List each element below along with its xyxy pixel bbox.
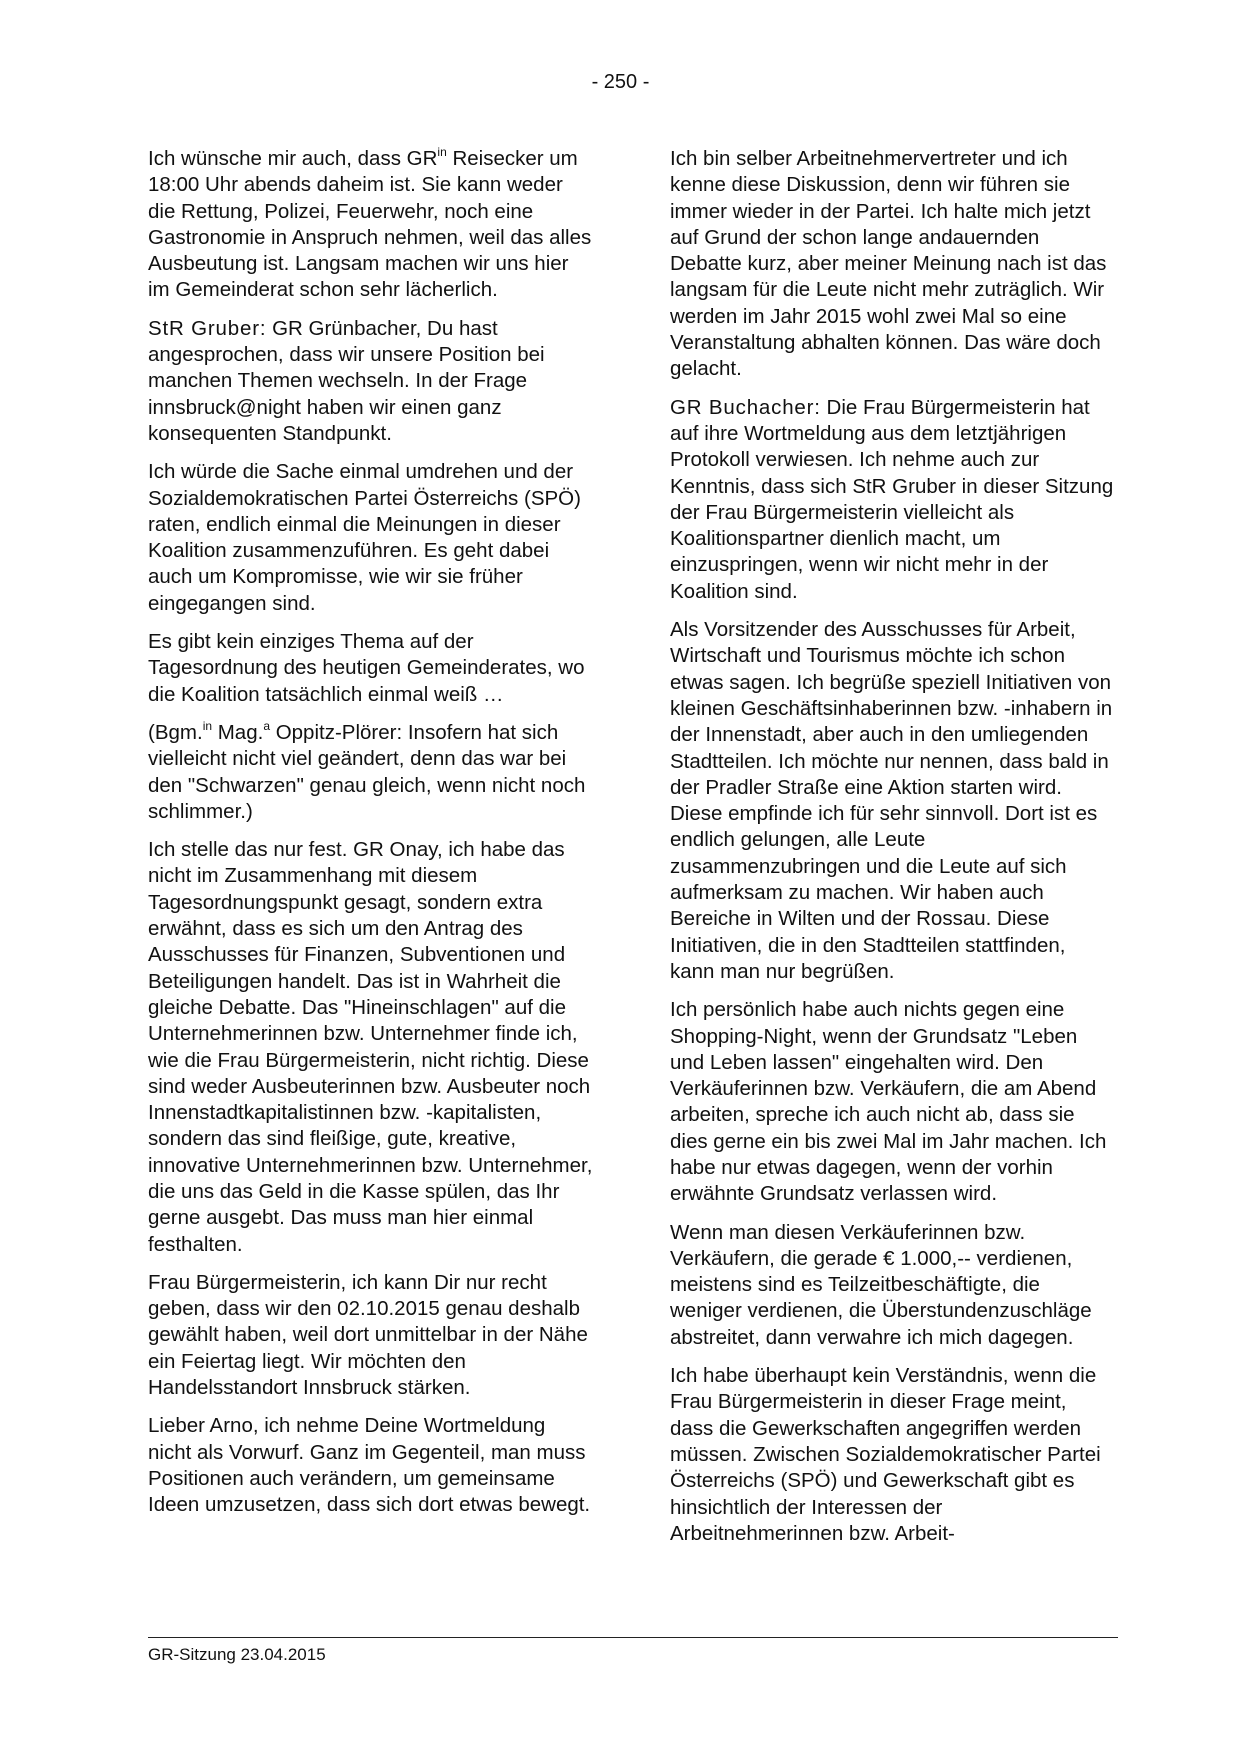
left-column — [148, 146, 593, 1531]
superscript: in — [202, 718, 213, 733]
right-column — [670, 146, 1115, 1559]
text-run: Oppitz-Plörer: Insofern hat sich vielleicht nicht viel geändert, denn das war bei den "Schwarzen" genau gleich, wenn nicht noch schlimmer.) — [148, 720, 586, 823]
superscript: a — [263, 718, 270, 733]
interjection-paragraph — [148, 720, 593, 825]
paragraph — [148, 316, 593, 447]
paragraph — [148, 146, 593, 304]
superscript: in — [437, 145, 447, 159]
text-run: Reisecker um 18:00 Uhr abends daheim ist. Sie kann weder die Rettung, Polizei, Feuerwehr, noch eine Gastronomie in Anspruch nehmen, weil das alles Ausbeutung ist. Langsam machen wir uns hier im Gemeinderat schon sehr lächerlich. — [148, 147, 592, 302]
text-run: Ich wünsche mir auch, dass GR — [148, 147, 438, 170]
paragraph: Ich bin selber Arbeitnehmervertreter und ich kenne diese Diskussion, denn wir führen sie immer wieder in der Partei. Ich halte mich jetzt auf Grund der schon lange andauernden Debatte kurz, aber meiner Meinung nach ist das langsam für die Leute nicht mehr zuträglich. Wir werden im Jahr 2015 wohl zwei Mal so eine Veranstaltung abhalten können. Das wäre doch gelacht. — [670, 147, 1107, 381]
speaker-name: GR Buchacher: — [670, 395, 821, 419]
paragraph: Ich habe überhaupt kein Verständnis, wenn die Frau Bürgermeisterin in dieser Frage meint, dass die Gewerkschaften angegriffen werden müssen. Zwischen Sozialdemokratischer Partei Österreichs (SPÖ) und Gewerkschaft gibt es hinsichtlich der Interessen der Arbeitnehmerinnen bzw. Arbeit- — [670, 1364, 1101, 1545]
page-number: - 250 - — [591, 71, 650, 93]
paragraph: Wenn man diesen Verkäuferinnen bzw. Verkäufern, die gerade € 1.000,-- verdienen, meistens sind es Teilzeitbeschäftigte, die weniger verdienen, die Überstundenzuschläge abstreitet, dann verwahre ich mich dagegen. — [670, 1220, 1092, 1349]
paragraph: Ich persönlich habe auch nichts gegen eine Shopping-Night, wenn der Grundsatz "Leben und Leben lassen" eingehalten wird. Den Verkäuferinnen bzw. Verkäufern, die am Abend arbeiten, spreche ich auch nicht ab, dass sie dies gerne ein bis zwei Mal im Jahr machen. Ich habe nur etwas dagegen, wenn der vorhin erwähnte Grundsatz verlassen wird. — [670, 998, 1107, 1206]
text-run: Die Frau Bürgermeisterin hat auf ihre Wortmeldung aus dem letztjährigen Protokoll verwiesen. Ich nehme auch zur Kenntnis, dass sich StR Gruber in dieser Sitzung der Frau Bürgermeisterin vielleicht als Koalitionspartner dienlich macht, um einzuspringen, wenn wir nicht mehr in der Koalition sind. — [670, 395, 1114, 603]
paragraph: Ich würde die Sache einmal umdrehen und der Sozialdemokratischen Partei Österreichs (SPÖ) raten, endlich einmal die Meinungen in dieser Koalition zusammenzuführen. Es geht dabei auch um Kompromisse, wie wir sie früher eingegangen sind. — [148, 460, 581, 615]
paragraph: Als Vorsitzender des Ausschusses für Arbeit, Wirtschaft und Tourismus möchte ich schon etwas sagen. Ich begrüße speziell Initiativen von kleinen Geschäftsinhaberinnen bzw. -inhabern in der Innenstadt, aber auch in den umliegenden Stadtteilen. Ich möchte nur nennen, dass bald in der Pradler Straße eine Aktion starten wird. Diese empfinde ich für sehr sinnvoll. Dort ist es endlich gelungen, alle Leute zusammenzubringen und die Leute auf sich aufmerksam zu machen. Wir haben auch Bereiche in Wilten und der Rossau. Diese Initiativen, die in den Stadtteilen stattfinden, kann man nur begrüßen. — [670, 618, 1113, 983]
paragraph: Es gibt kein einziges Thema auf der Tagesordnung des heutigen Gemeinderates, wo die Koalition tatsächlich einmal weiß … — [148, 630, 585, 706]
footer-text: GR-Sitzung 23.04.2015 — [148, 1645, 326, 1664]
text-run: GR Grünbacher, Du hast angesprochen, dass wir unsere Position bei manchen Themen wechseln. In der Frage innsbruck@night haben wir einen ganz konsequenten Standpunkt. — [148, 316, 545, 445]
text-run: (Bgm. — [148, 720, 203, 744]
paragraph — [670, 395, 1115, 605]
paragraph: Frau Bürgermeisterin, ich kann Dir nur recht geben, dass wir den 02.10.2015 genau deshalb gewählt haben, weil dort unmittelbar in der Nähe ein Feiertag liegt. Wir möchten den Handelsstandort Innsbruck stärken. — [148, 1270, 588, 1400]
speaker-name: StR Gruber: — [148, 316, 267, 340]
paragraph: Lieber Arno, ich nehme Deine Wortmeldung nicht als Vorwurf. Ganz im Gegenteil, man muss Positionen auch verändern, um gemeinsame Ideen umzusetzen, dass sich dort etwas bewegt. — [148, 1414, 591, 1517]
paragraph: Ich stelle das nur fest. GR Onay, ich habe das nicht im Zusammenhang mit diesem Tagesordnungspunkt gesagt, sondern extra erwähnt, dass es sich um den Antrag des Ausschusses für Finanzen, Subventionen und Beteiligungen handelt. Das ist in Wahrheit die gleiche Debatte. Das "Hineinschlagen" auf die Unternehmerinnen bzw. Unternehmer finde ich, wie die Frau Bürgermeisterin, nicht richtig. Diese sind weder Ausbeuterinnen bzw. Ausbeuter noch Innenstadtkapitalistinnen bzw. -kapitalisten, sondern das sind fleißige, gute, kreative, innovative Unternehmerinnen bzw. Unternehmer, die uns das Geld in die Kasse spülen, das Ihr gerne ausgebt. Das muss man hier einmal festhalten. — [148, 838, 593, 1256]
text-run: Mag. — [212, 720, 264, 744]
footer-divider — [148, 1637, 1118, 1638]
